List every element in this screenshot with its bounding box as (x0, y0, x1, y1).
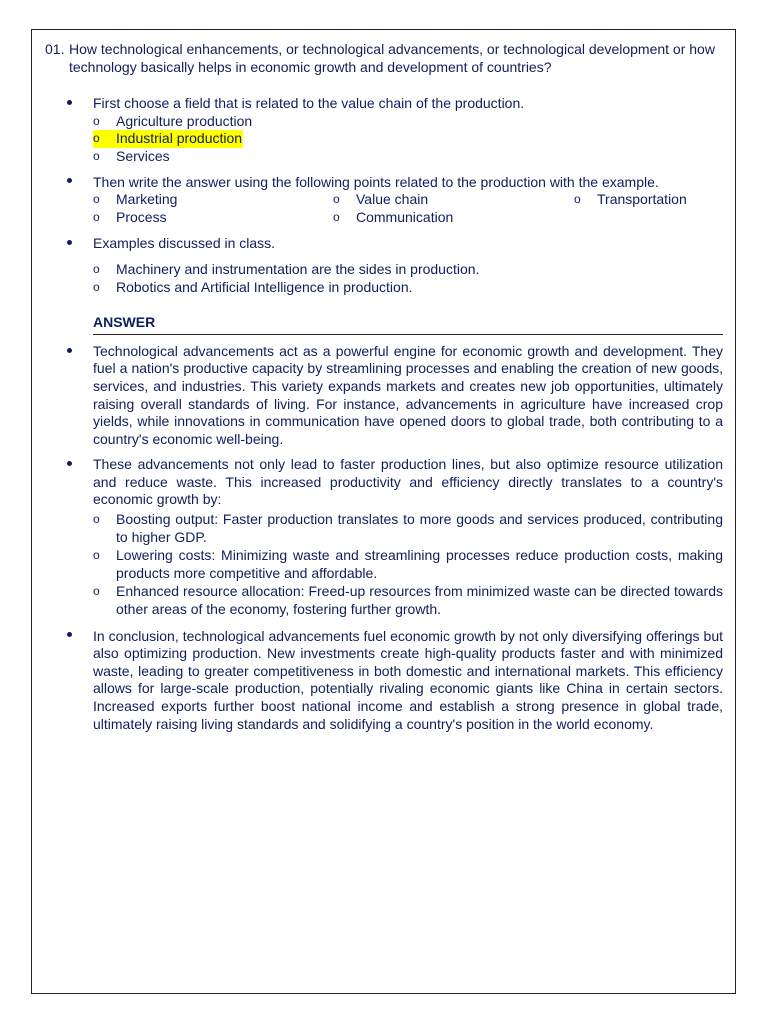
point-item (333, 191, 574, 209)
bullet-icon (45, 343, 93, 449)
growth-point-text: Enhanced resource allocation: Freed-up resources from minimized waste can be directed towards other areas of the economy, fostering further growth. (116, 583, 723, 618)
instruction-item (45, 95, 723, 113)
paragraph-text: In conclusion, technological advancements fuel economic growth by not only diversifying offerings but also optimizing production. New investments create high-quality products faster and with minimized waste, leading to greater competitiveness in both domestic and international markets. This efficiency allows for large-scale production, potentially rivaling economic giants like China in certain sectors. Increased exports further boost national income and establish a strong presence in global trade, ultimately raising living standards and solidifying a country's position in the world economy. (93, 627, 723, 732)
instruction-text: Then write the answer using the following points related to the production with the example. (93, 173, 659, 190)
growth-point-text: Boosting output: Faster production translates to more goods and services produced, contributing to higher GDP. (116, 511, 723, 545)
point-item (93, 191, 333, 209)
option-item-highlighted (93, 130, 723, 148)
circle-bullet-icon: o (93, 548, 100, 563)
point-label: Communication (356, 208, 454, 225)
highlight-mark (93, 130, 243, 148)
circle-bullet-icon: o (333, 192, 340, 207)
bullet-icon (45, 174, 93, 192)
answer-paragraph (45, 628, 723, 734)
point-item (93, 209, 333, 227)
circle-bullet-icon: o (93, 512, 100, 527)
question-text: How technological enhancements, or technological advancements, or technological development or how technology basically helps in economic growth and development of countries? (69, 41, 715, 75)
circle-bullet-icon: o (93, 279, 100, 294)
point-label: Transportation (597, 191, 687, 208)
growth-point (93, 583, 723, 618)
example-text: Robotics and Artificial Intelligence in production. (116, 278, 413, 295)
circle-bullet-icon: o (574, 192, 581, 207)
circle-bullet-icon: o (93, 131, 100, 146)
circle-bullet-icon: o (93, 113, 100, 128)
answer-heading: ANSWER (93, 314, 723, 335)
point-item (574, 191, 724, 209)
option-item (93, 148, 723, 166)
example-text: Machinery and instrumentation are the sides in production. (116, 260, 480, 277)
point-label: Marketing (116, 191, 178, 208)
growth-point-text: Lowering costs: Minimizing waste and streamlining processes reduce production costs, making products more competitive and affordable. (116, 547, 723, 581)
option-label: Services (116, 147, 170, 164)
bullet-icon (45, 95, 93, 113)
question-number: 01. (45, 41, 65, 57)
instruction-text: First choose a field that is related to the value chain of the production. (93, 95, 525, 112)
question (45, 41, 723, 76)
answer-paragraph (45, 343, 723, 449)
growth-point (93, 511, 723, 546)
option-item (93, 113, 723, 131)
circle-bullet-icon: o (93, 148, 100, 163)
circle-bullet-icon: o (333, 209, 340, 224)
circle-bullet-icon: o (93, 192, 100, 207)
bullet-icon (45, 235, 93, 253)
example-item (93, 279, 723, 297)
option-label: Agriculture production (116, 112, 253, 129)
points-grid (93, 191, 723, 226)
option-label: Industrial production (116, 130, 243, 147)
circle-bullet-icon: o (93, 584, 100, 599)
paragraph-text: Technological advancements act as a powerful engine for economic growth and development. They fuel a nation's productive capacity by streamlining processes and enabling the creation of new goods, services, and industries. This variety expands markets and creates new job opportunities, ultimately raising overall standards of living. For instance, advancements in agriculture have increased crop yields, while innovations in communication have opened doors to global trade, both contributing to a country's economic well-being. (93, 342, 723, 447)
growth-point (93, 547, 723, 582)
circle-bullet-icon: o (93, 261, 100, 276)
instruction-item (45, 235, 723, 253)
instruction-text: Examples discussed in class. (93, 235, 276, 252)
answer-paragraph (45, 456, 723, 509)
point-label: Value chain (356, 191, 429, 208)
instruction-item (45, 174, 723, 192)
point-label: Process (116, 208, 167, 225)
bullet-icon (45, 628, 93, 734)
point-item (333, 209, 574, 227)
document-body (45, 41, 723, 733)
paragraph-text: These advancements not only lead to faster production lines, but also optimize resource utilization and reduce waste. This increased productivity and efficiency directly translates to a country's economic growth by: (93, 456, 723, 508)
bullet-icon (45, 456, 93, 509)
circle-bullet-icon: o (93, 209, 100, 224)
example-item (93, 261, 723, 279)
